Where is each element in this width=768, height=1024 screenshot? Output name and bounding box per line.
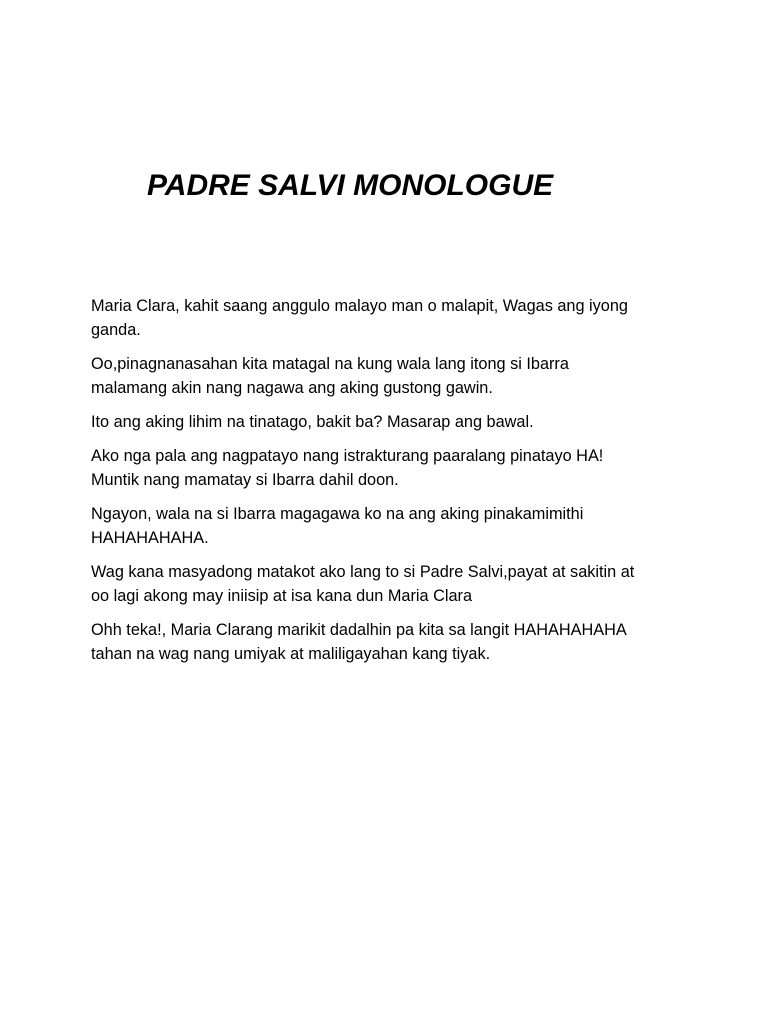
paragraph-line: Maria Clara, kahit saang anggulo malayo man o malapit, Wagas ang iyong: [91, 297, 628, 315]
paragraph-line: Ohh teka!, Maria Clarang marikit dadalhin pa kita sa langit HAHAHAHAHA: [91, 621, 627, 639]
paragraph-line: Ako nga pala ang nagpatayo nang istrakturang paaralang pinatayo HA!: [91, 447, 604, 465]
paragraph-2: [91, 352, 691, 400]
paragraph-line: malamang akin nang nagawa ang aking gustong gawin.: [91, 379, 493, 397]
paragraph-1: [91, 294, 691, 342]
paragraph-6: [91, 560, 691, 608]
paragraph-line: Wag kana masyadong matakot ako lang to si Padre Salvi,payat at sakitin at: [91, 563, 635, 581]
paragraph-line: oo lagi akong may iniisip at isa kana dun Maria Clara: [91, 587, 473, 605]
paragraph-line: Oo,pinagnanasahan kita matagal na kung wala lang itong si Ibarra: [91, 355, 569, 373]
paragraph-4: [91, 444, 691, 492]
document-title: PADRE SALVI MONOLOGUE: [147, 169, 554, 202]
paragraph-line: HAHAHAHAHA.: [91, 529, 209, 547]
paragraph-line: ganda.: [91, 321, 141, 339]
paragraph-line: tahan na wag nang umiyak at maliligayahan kang tiyak.: [91, 645, 491, 663]
document-body: [91, 294, 691, 676]
paragraph-7: [91, 618, 691, 666]
paragraph-line: Ngayon, wala na si Ibarra magagawa ko na ang aking pinakamimithi: [91, 505, 584, 523]
paragraph-line: Muntik nang mamatay si Ibarra dahil doon.: [91, 471, 399, 489]
paragraph-line: Ito ang aking lihim na tinatago, bakit ba? Masarap ang bawal.: [91, 413, 534, 431]
paragraph-3: [91, 410, 691, 434]
paragraph-5: [91, 502, 691, 550]
